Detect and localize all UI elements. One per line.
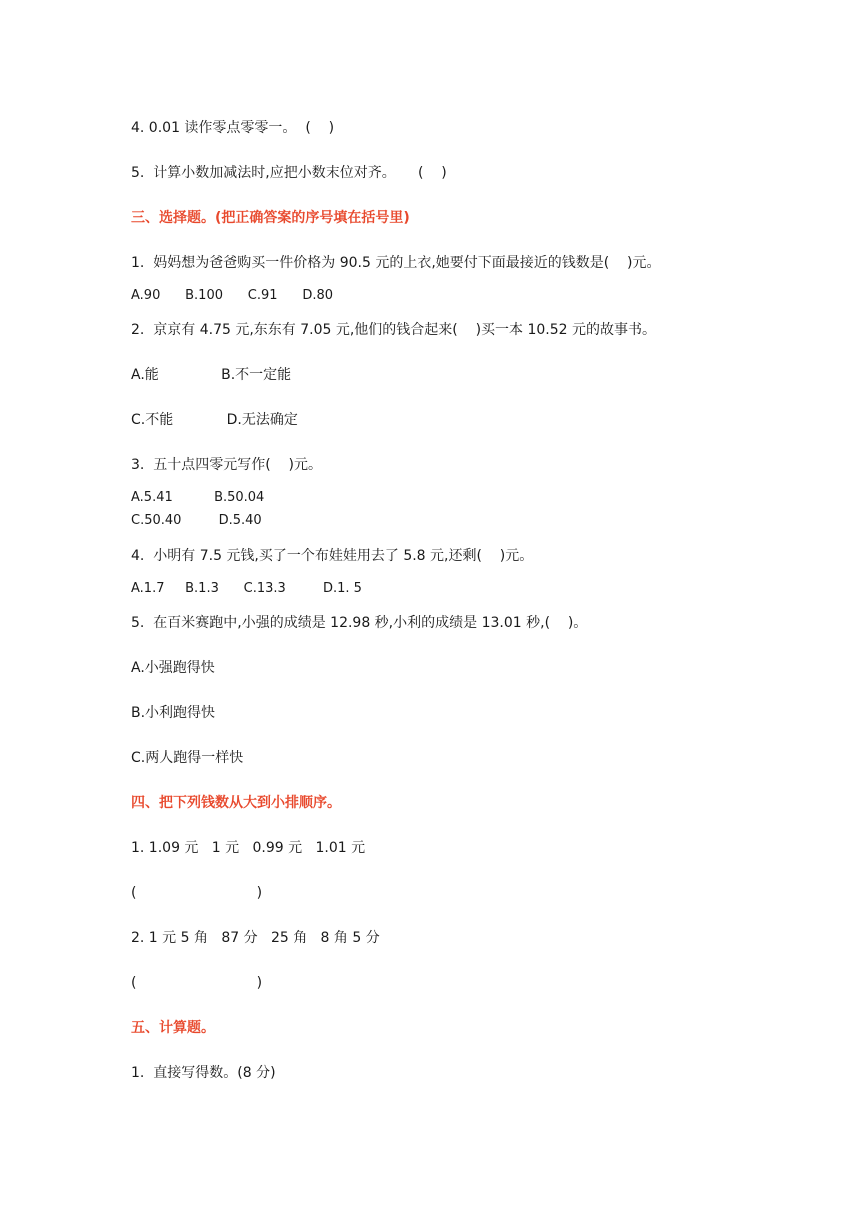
question-line: 4. 小明有 7.5 元钱,买了一个布娃娃用去了 5.8 元,还剩( )元。 — [131, 548, 534, 564]
answer-options: A.90 B.100 C.91 D.80 — [131, 288, 334, 303]
question-line: 1. 妈妈想为爸爸购买一件价格为 90.5 元的上衣,她要付下面最接近的钱数是( )元。 — [131, 255, 661, 271]
answer-options: A.1.7 B.1.3 C.13.3 D.1. 5 — [131, 581, 362, 596]
question-line: 2. 京京有 4.75 元,东东有 7.05 元,他们的钱合起来( )买一本 10.52 元的故事书。 — [131, 322, 657, 338]
question-line: A.小强跑得快 — [131, 660, 215, 676]
question-line: 1. 直接写得数。(8 分) — [131, 1065, 276, 1081]
question-line: 1. 1.09 元 1 元 0.99 元 1.01 元 — [131, 840, 366, 856]
section-heading: 五、计算题。 — [131, 1020, 215, 1036]
question-line: 2. 1 元 5 角 87 分 25 角 8 角 5 分 — [131, 930, 380, 946]
section-heading: 三、选择题。(把正确答案的序号填在括号里) — [131, 210, 410, 226]
question-line: 5. 在百米赛跑中,小强的成绩是 12.98 秒,小利的成绩是 13.01 秒,( )。 — [131, 615, 588, 631]
question-line: A.能 B.不一定能 — [131, 367, 292, 383]
answer-options: A.5.41 B.50.04 — [131, 490, 265, 505]
question-line: 3. 五十点四零元写作( )元。 — [131, 457, 322, 473]
answer-options: C.50.40 D.5.40 — [131, 513, 262, 528]
question-line: ( ) — [131, 975, 263, 991]
question-line: B.小利跑得快 — [131, 705, 216, 721]
question-line: C.不能 D.无法确定 — [131, 412, 298, 428]
question-line: C.两人跑得一样快 — [131, 750, 244, 766]
section-heading: 四、把下列钱数从大到小排顺序。 — [131, 795, 341, 811]
question-line: ( ) — [131, 885, 263, 901]
question-line: 5. 计算小数加减法时,应把小数末位对齐。 ( ) — [131, 165, 447, 181]
question-line: 4. 0.01 读作零点零零一。 ( ) — [131, 120, 335, 136]
